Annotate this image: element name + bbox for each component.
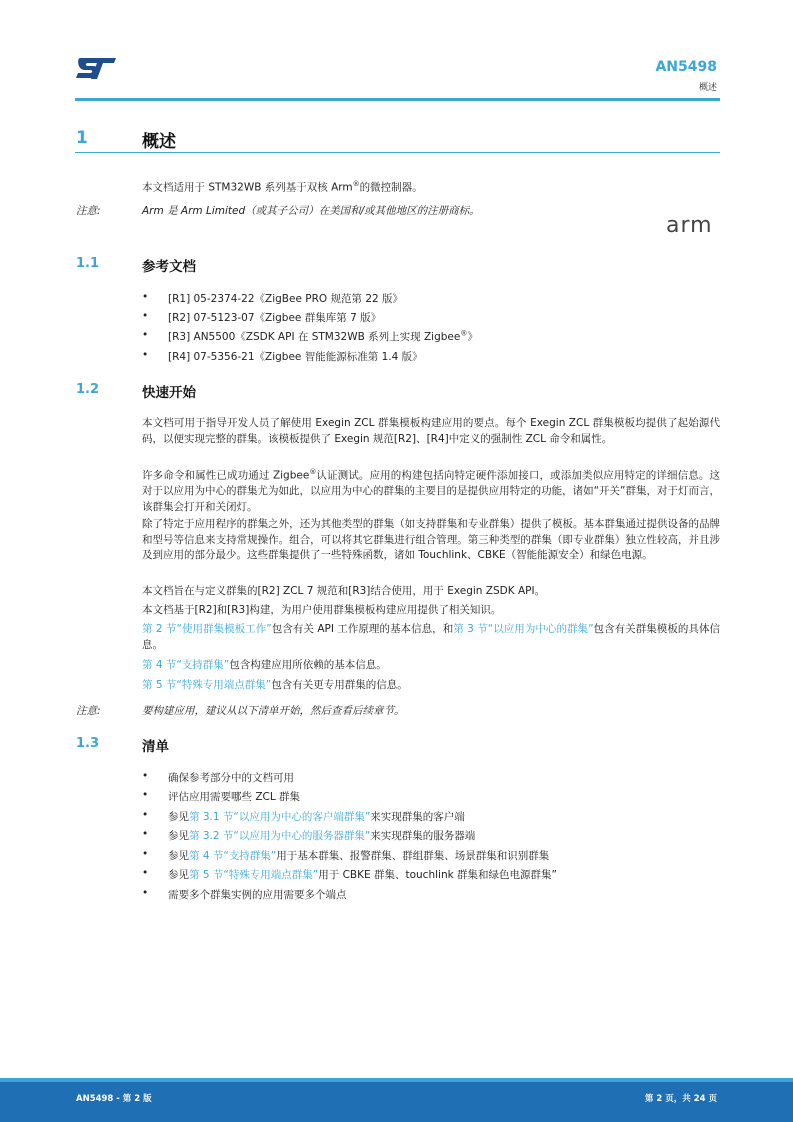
reference-item: [R4] 07-5356-21《Zigbee 智能能源标准第 1.4 版》 <box>168 351 423 363</box>
footer-stripe <box>0 1078 793 1082</box>
st-logo <box>74 54 120 82</box>
section-3-1-link[interactable]: 第 3.1 节“以应用为中心的客户端群集” <box>189 811 371 823</box>
header-rule <box>75 98 720 101</box>
section-5-link[interactable]: 第 5 节“特殊专用端点群集” <box>142 679 272 691</box>
section-1-3-title: 清单 <box>142 739 169 755</box>
section-1-1-title: 参考文档 <box>142 259 196 275</box>
bullet: • <box>142 887 149 899</box>
section-4-link[interactable]: 第 4 节“支持群集” <box>189 850 277 862</box>
footer-doc-revision: AN5498 - 第 2 版 <box>76 1094 152 1104</box>
reference-item: [R2] 07-5123-07《Zigbee 群集库第 7 版》 <box>168 312 382 324</box>
bullet: • <box>142 867 149 879</box>
section-1-intro: 本文档适用于 STM32WB 系列基于双核 Arm®的微控制器。 <box>142 180 423 194</box>
checklist-item: 参见第 3.2 节“以应用为中心的服务器群集”来实现群集的服务器端 <box>168 830 476 842</box>
section-1-2-title: 快速开始 <box>142 385 196 401</box>
section-1-rule <box>75 152 720 153</box>
paragraph: 本文档可用于指导开发人员了解使用 Exegin ZCL 群集模板构建应用的要点。每个 Exegin ZCL 群集模板均提供了起始源代码，以便实现完整的群集。该模板提供了 Exegin 规范[R2]、[R4]中定义的强制性 ZCL 命令和属性。 <box>142 417 720 445</box>
bullet: • <box>142 310 149 322</box>
checklist-item: 需要多个群集实例的应用需要多个端点 <box>168 889 347 901</box>
bullet: • <box>142 828 149 840</box>
bullet: • <box>142 291 149 303</box>
paragraph: 除了特定于应用程序的群集之外，还为其他类型的群集（如支持群集和专业群集）提供了模板。基本群集通过提供设备的品牌和型号等信息来支持常规操作。组合，可以将其它群集进行组合管理。第三种类型的群集（即专业群集）独立性较高，并且涉及到应用的部分最少。这些群集提供了一些特殊函数，诸如 Touchlink、CBKE（智能能源安全）和绿色电源。 <box>142 518 720 561</box>
section-1-number: 1 <box>76 128 88 148</box>
section-3-2-link[interactable]: 第 3.2 节“以应用为中心的服务器群集” <box>189 830 371 842</box>
note-text: Arm 是 Arm Limited（或其子公司）在美国和/或其他地区的注册商标。 <box>142 205 480 217</box>
bullet: • <box>142 789 149 801</box>
bullet: • <box>142 329 149 341</box>
reference-item: [R3] AN5500《ZSDK API 在 STM32WB 系列上实现 Zigbee®》 <box>168 329 478 343</box>
paragraph: 本文档基于[R2]和[R3]构建，为用户使用群集模板构建应用提供了相关知识。 <box>142 604 502 616</box>
paragraph: 第 2 节“使用群集模板工作”包含有关 API 工作原理的基本信息，和第 3 节“以应用为中心的群集”包含有关群集模板的具体信息。 <box>142 623 720 651</box>
paragraph: 第 4 节“支持群集”包含构建应用所依赖的基本信息。 <box>142 659 387 671</box>
paragraph: 第 5 节“特殊专用端点群集”包含有关更专用群集的信息。 <box>142 679 408 691</box>
bullet: • <box>142 349 149 361</box>
checklist-item: 参见第 3.1 节“以应用为中心的客户端群集”来实现群集的客户端 <box>168 811 465 823</box>
checklist-item: 确保参考部分中的文档可用 <box>168 772 294 784</box>
note-label: 注意: <box>76 705 101 717</box>
section-1-3-number: 1.3 <box>76 736 100 751</box>
section-2-link[interactable]: 第 2 节“使用群集模板工作” <box>142 623 272 635</box>
checklist-item: 参见第 5 节“特殊专用端点群集”用于 CBKE 群集、touchlink 群集和绿色电源群集” <box>168 869 557 881</box>
section-1-title: 概述 <box>142 132 176 152</box>
section-1-1-number: 1.1 <box>76 256 100 271</box>
section-3-link[interactable]: 第 3 节“以应用为中心的群集” <box>453 623 594 635</box>
bullet: • <box>142 770 149 782</box>
checklist-item: 评估应用需要哪些 ZCL 群集 <box>168 791 301 803</box>
note-text: 要构建应用，建议从以下清单开始，然后查看后续章节。 <box>142 705 405 717</box>
bullet: • <box>142 809 149 821</box>
arm-logo: arm <box>666 213 713 238</box>
section-1-2-number: 1.2 <box>76 382 100 397</box>
section-5-link[interactable]: 第 5 节“特殊专用端点群集” <box>189 869 319 881</box>
note-label: 注意: <box>76 205 101 217</box>
paragraph: 许多命令和属性已成功通过 Zigbee®认证测试。应用的构建包括向特定硬件添加接口，或添加类似应用特定的详细信息。这对于以应用为中心的群集尤为如此，以应用为中心的群集的主要目的是提供应用特定的功能，诸如“开关”群集，对于灯而言，该群集会打开和关闭灯。 <box>142 468 721 513</box>
bullet: • <box>142 848 149 860</box>
reference-item: [R1] 05-2374-22《ZigBee PRO 规范第 22 版》 <box>168 293 404 305</box>
footer-page-number: 第 2 页，共 24 页 <box>644 1094 717 1104</box>
paragraph: 本文档旨在与定义群集的[R2] ZCL 7 规范和[R3]结合使用，用于 Exegin ZSDK API。 <box>142 585 546 597</box>
header-section: 概述 <box>698 83 717 93</box>
doc-id: AN5498 <box>655 59 717 75</box>
checklist-item: 参见第 4 节“支持群集”用于基本群集、报警群集、群组群集、场景群集和识别群集 <box>168 850 550 862</box>
section-4-link[interactable]: 第 4 节“支持群集” <box>142 659 230 671</box>
